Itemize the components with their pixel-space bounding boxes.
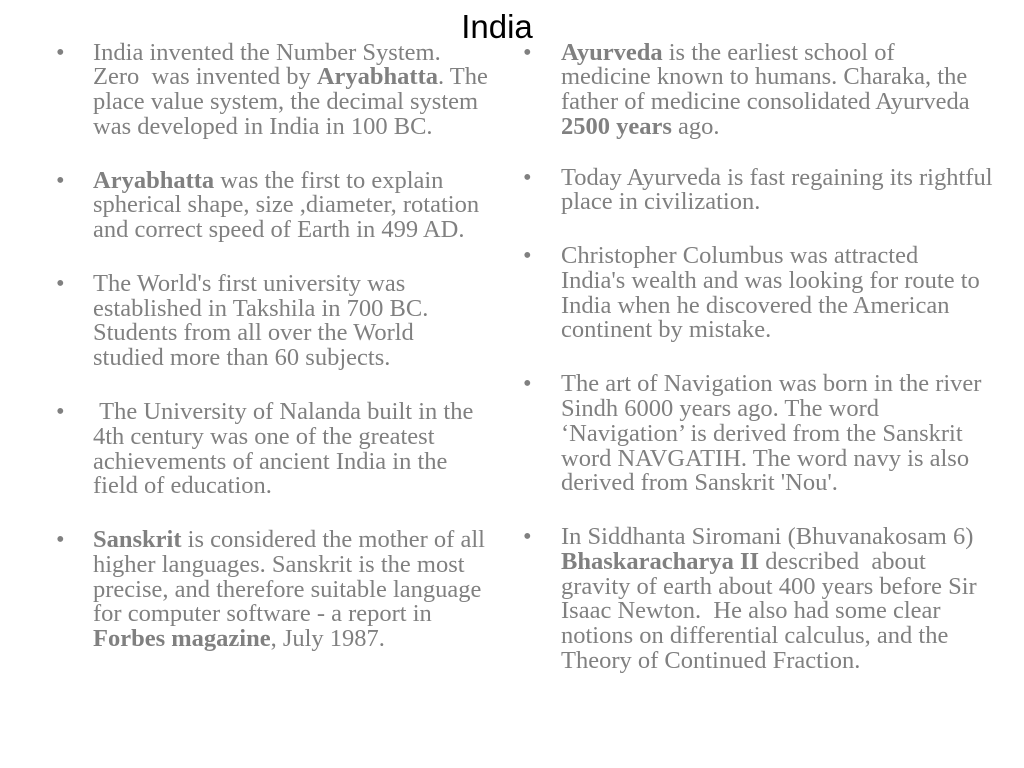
bullet-text	[93, 400, 513, 499]
text-run: The art of Navigation was born in the river Sindh 6000 years ago. The word ‘Navigation’ is derived from the Sanskrit word NAVGATIH. The word navy is also derived from Sanskrit 'Nou'.	[561, 370, 982, 497]
bullet-text	[561, 244, 1013, 343]
bold-text: Aryabhatta	[316, 63, 438, 91]
bullet-item	[56, 528, 513, 652]
text-run: The University of Nalanda built in the 4th century was one of the greatest achievements of ancient India in the field of education.	[93, 398, 474, 500]
text-run: is the earliest school of medicine known to humans. Charaka, the father of medicine consolidated Ayurveda	[561, 38, 970, 115]
bullet-item	[523, 244, 1013, 343]
bullet-item	[523, 38, 1013, 140]
bullet-point: •	[523, 38, 532, 66]
bold-text: Forbes magazine	[93, 625, 271, 653]
slide-title: India	[461, 8, 533, 45]
bullet-text	[93, 166, 513, 244]
bold-text: Ayurveda	[561, 38, 663, 66]
bullet-point: •	[523, 163, 532, 191]
bullet-text	[561, 372, 1013, 496]
text-run: The World's first university was established in Takshila in 700 BC. Students from all over the World studied more than 60 subjects.	[93, 270, 429, 372]
bullet-text	[93, 272, 513, 371]
bold-text: Bhaskaracharya II	[561, 547, 760, 575]
bullet-item	[56, 166, 513, 244]
text-run: India invented the Number System. Zero was invented by	[93, 38, 441, 91]
bullet-point: •	[523, 370, 532, 398]
bullet-item	[523, 372, 1013, 496]
bullet-text	[561, 163, 1013, 216]
bullet-text	[561, 38, 1013, 140]
bullet-point: •	[56, 38, 65, 66]
bullet-point: •	[523, 242, 532, 270]
bullet-text	[93, 528, 513, 652]
text-run: In Siddhanta Siromani (Bhuvanakosam 6)	[561, 523, 974, 551]
bullet-point: •	[56, 166, 65, 194]
bold-text: 2500 years	[561, 112, 672, 140]
text-run: , July 1987.	[270, 625, 385, 653]
bold-text: Sanskrit	[93, 526, 182, 554]
bold-text: Aryabhatta	[93, 166, 215, 194]
bullet-point: •	[56, 270, 65, 298]
bullet-point: •	[523, 523, 532, 551]
bullet-text	[93, 38, 513, 140]
bullet-item	[56, 400, 513, 499]
left-column	[56, 38, 513, 653]
bullet-item	[56, 272, 513, 371]
text-run: described about gravity of earth about 400 years before Sir Isaac Newton. He also had some clear notions on differential calculus, and the Theory of Continued Fraction.	[561, 547, 977, 674]
bullet-point: •	[56, 526, 65, 554]
text-run: Christopher Columbus was attracted India's wealth and was looking for route to India when he discovered the American continent by mistake.	[561, 242, 980, 344]
bullet-point: •	[56, 398, 65, 426]
bullet-item	[523, 163, 1013, 216]
bullet-text	[561, 525, 1013, 673]
text-run: was the first to explain spherical shape, size ,diameter, rotation and correct speed of Earth in 499 AD.	[93, 166, 480, 244]
text-run: Today Ayurveda is fast regaining its rightful place in civilization.	[561, 163, 993, 216]
text-run: . The place value system, the decimal system was developed in India in 100 BC.	[93, 63, 488, 140]
bullet-item	[523, 525, 1013, 673]
text-run: is considered the mother of all higher languages. Sanskrit is the most precise, and therefore suitable language for computer software - a report in	[93, 526, 485, 628]
bullet-item	[56, 38, 513, 140]
right-column	[523, 38, 1013, 674]
text-run: ago.	[671, 112, 720, 140]
